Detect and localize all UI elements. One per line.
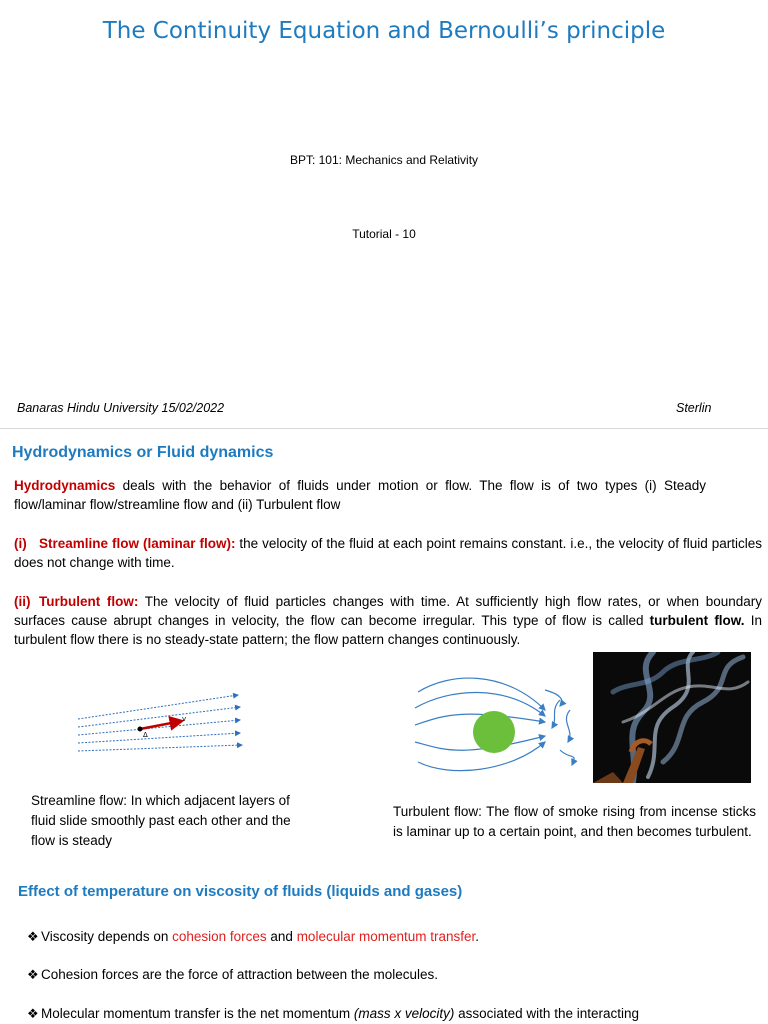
item-turbulent xyxy=(14,592,762,649)
caption-streamline: Streamline flow: In which adjacent layers of fluid slide smoothly past each other and the flow is steady xyxy=(31,793,291,848)
diamond-bullet-icon: ❖ xyxy=(27,1006,39,1021)
turbulent-bold: turbulent flow. xyxy=(649,613,745,628)
intro-text: deals with the behavior of fluids under motion or flow. The flow is of two types (i) Steady flow/laminar flow/streamline flow and (ii) Turbulent flow xyxy=(14,478,706,512)
bullet-viscosity: ❖ Viscosity depends on cohesion forces and molecular momentum transfer. xyxy=(27,929,480,944)
item-streamline xyxy=(14,534,762,572)
item-number: (i) xyxy=(14,536,27,551)
viscosity-heading: Effect of temperature on viscosity of fluids (liquids and gases) xyxy=(18,883,463,900)
svg-text:v: v xyxy=(182,715,187,723)
term-streamline: Streamline flow (laminar flow): xyxy=(39,536,236,551)
highlight-momentum: molecular momentum transfer xyxy=(296,929,476,944)
bullet-momentum: ❖ Molecular momentum transfer is the net momentum (mass x velocity) associated with the interacting xyxy=(27,1006,639,1021)
slide-divider xyxy=(0,428,768,429)
caption-turbulent: Turbulent flow: The flow of smoke rising from incense sticks is laminar up to a certain point, and then becomes turbulent. xyxy=(393,804,756,839)
footer-author: Sterlin xyxy=(676,401,712,415)
bullet-cohesion: ❖ Cohesion forces are the force of attraction between the molecules. xyxy=(27,967,438,982)
turbulent-text: The velocity of fluid particles changes with time. At sufficiently high flow rates, or when boundary surfaces cause abrupt changes in velocity, the flow can become irregular. This type of flow is called xyxy=(14,594,762,628)
footer-university-date: Banaras Hindu University 15/02/2022 xyxy=(17,401,225,415)
section-heading: Hydrodynamics or Fluid dynamics xyxy=(12,444,274,461)
tutorial-number: Tutorial - 10 xyxy=(352,227,416,241)
diamond-bullet-icon: ❖ xyxy=(27,967,39,982)
streamline-text: the velocity of the fluid at each point remains constant. i.e., the velocity of fluid particles does not change with time. xyxy=(14,536,763,570)
mass-velocity-note: (mass x velocity) xyxy=(353,1006,455,1021)
term-turbulent: Turbulent flow: xyxy=(39,594,139,609)
svg-text:Δ: Δ xyxy=(143,731,148,739)
turbulent-end: In turbulent flow there is no steady-state pattern; the flow pattern changes continuously. xyxy=(14,613,762,647)
diamond-bullet-icon: ❖ xyxy=(27,929,39,944)
smoke-photo xyxy=(593,652,751,783)
streamline-flow-diagram xyxy=(70,685,250,760)
highlight-cohesion: cohesion forces xyxy=(172,929,267,944)
intro-paragraph xyxy=(14,476,706,514)
turbulent-flow-diagram xyxy=(410,670,585,775)
slide-title: The Continuity Equation and Bernoulli’s principle xyxy=(102,18,666,44)
item-number: (ii) xyxy=(14,594,31,609)
obstacle-ball xyxy=(473,711,515,753)
term-hydrodynamics: Hydrodynamics xyxy=(14,478,116,493)
course-name: BPT: 101: Mechanics and Relativity xyxy=(289,153,479,167)
